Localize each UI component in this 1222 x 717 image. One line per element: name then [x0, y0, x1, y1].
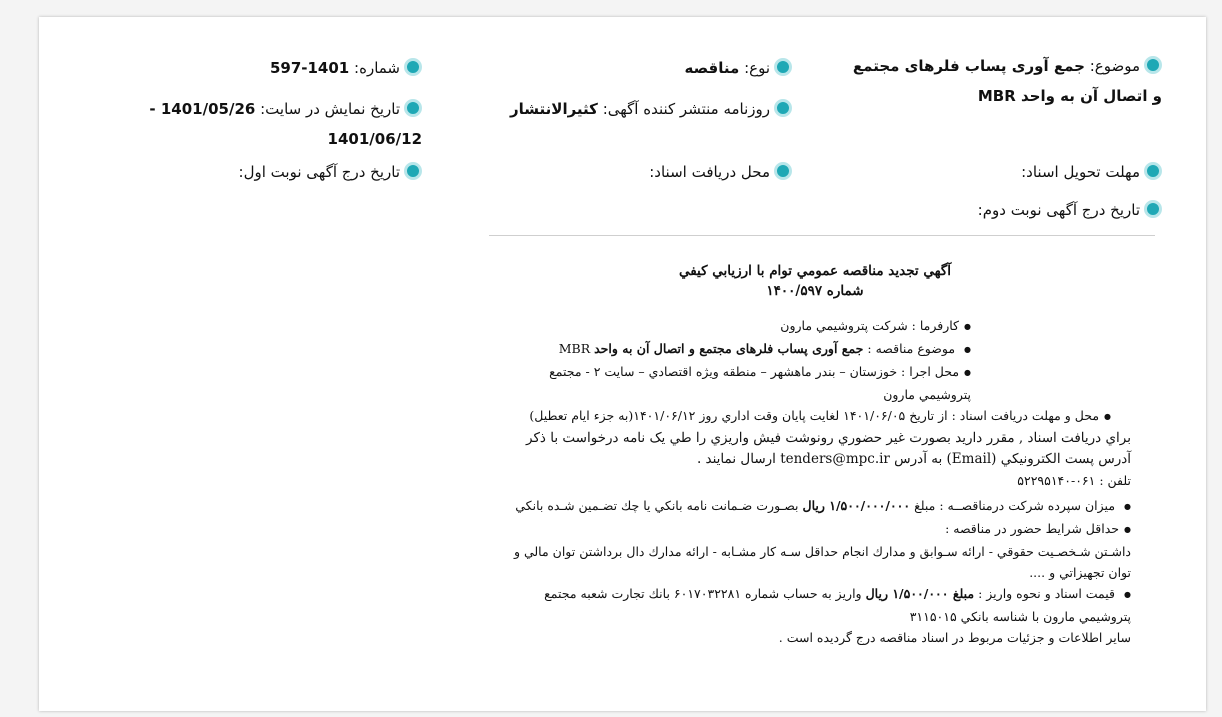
notice-price-amount: مبلغ ۱/۵۰۰/۰۰۰ ريال	[865, 586, 975, 601]
bullet-icon	[1144, 200, 1162, 218]
notice-conditions: داشـتن شـخصـيت حقوقي - ارائه سـوابق و مدارك انجام حداقل سـه كار مشـابه - ارائه مدارك دال برداشتن توان مالي و توان تجهيزاتي و ....	[513, 544, 1131, 580]
subject-field	[842, 51, 1162, 111]
notice-min-conditions: ● حداقل شرايط حضور در مناقصه :	[499, 518, 1131, 541]
display-date-label: تاریخ نمایش در سایت:	[260, 100, 400, 118]
notice-guarantee-prefix: ميزان سپرده شركت درمناقصــه : مبلغ	[914, 498, 1116, 513]
bullet-icon	[404, 99, 422, 117]
notice-location: ● محل اجرا : خوزستان – بندر ماهشهر – منطقه ويژه اقتصادي – سايت ۲ - مجتمع پتروشيمي مارون	[499, 361, 1131, 405]
second-ad-date-field	[842, 195, 1162, 225]
number-value: 1401-597	[269, 59, 350, 77]
receive-place-label: محل دریافت اسناد:	[649, 163, 770, 181]
subject-value: جمع آوری پساب فلرهای مجتمع و اتصال آن به واحد MBR	[852, 57, 1162, 105]
notice-subject	[499, 338, 1131, 361]
display-date-value: 1401/05/26 - 1401/06/12	[149, 100, 422, 148]
notice-guarantee	[499, 495, 1131, 518]
bullet-icon	[404, 162, 422, 180]
type-value: مناقصه	[684, 59, 740, 77]
notice-docs-request: براي دريافت اسناد , مقرر داريد بصورت غير حضوري رونوشت فيش واريزي را طي يک نامه درخواست با ذکر آدرس پست الکترونيکي (Email) به آدرس tenders@mpc.ir ارسال نمايند .	[526, 430, 1131, 467]
delivery-deadline-label: مهلت تحویل اسناد:	[1021, 163, 1140, 181]
first-ad-date-label: تاریخ درج آگهی نوبت اول:	[238, 163, 400, 181]
display-date-field	[147, 94, 422, 154]
receive-place-field	[492, 157, 792, 187]
notice-phone: تلفن : ۰۶۱-۵۲۲۹۵۱۴۰	[1017, 473, 1131, 488]
number-field	[122, 53, 422, 83]
type-field	[492, 53, 792, 83]
notice-price	[499, 583, 1131, 627]
bullet-icon	[774, 162, 792, 180]
newspaper-field	[452, 94, 792, 124]
type-label: نوع:	[744, 59, 770, 77]
tender-card	[39, 17, 1206, 711]
number-label: شماره:	[354, 59, 400, 77]
notice-price-prefix: قيمت اسناد و نحوه واريز :	[978, 586, 1116, 601]
bullet-icon	[1144, 56, 1162, 74]
first-ad-date-field	[122, 157, 422, 187]
notice-body	[499, 261, 1131, 648]
notice-guarantee-amount: ۱/۵۰۰/۰۰۰/۰۰۰ ريال	[802, 498, 911, 513]
notice-guarantee-suffix: بصـورت ضـمانت نامه بانكي يا چك تضـمين شـده بانكي	[515, 498, 799, 513]
bullet-icon	[774, 99, 792, 117]
divider	[489, 235, 1155, 236]
delivery-deadline-field	[842, 157, 1162, 187]
notice-price-suffix: واريز به حساب شماره ۶۰۱۷۰۳۲۲۸۱ بانك تجارت شعبه مجتمع پتروشيمي مارون با شناسه بانكي ۳۱۱۵۰۱۵	[544, 586, 1131, 624]
notice-docs-place: ● محل و مهلت دريافت اسناد : از تاريخ ۱۴۰۱/۰۶/۰۵ لغايت پايان وقت اداري روز ۱۴۰۱/۰۶/۱۲(به جزء ايام تعطيل)	[499, 405, 1131, 428]
second-ad-date-label: تاریخ درج آگهی نوبت دوم:	[977, 201, 1140, 219]
bullet-icon	[1144, 162, 1162, 180]
notice-title: آگهي تجديد مناقصه عمومي توام با ارزيابي كيفي	[678, 263, 952, 279]
notice-subject-label: موضوع مناقصه :	[867, 341, 956, 356]
notice-subject-value: جمع آوری پساب فلرهای مجتمع و اتصال آن به واحد	[594, 341, 864, 356]
subject-label: موضوع:	[1089, 57, 1140, 75]
notice-number: شماره ۱۴۰۰/۵۹۷	[766, 283, 864, 299]
notice-employer: ● كارفرما : شركت پتروشيمي مارون	[499, 315, 1131, 338]
newspaper-label: روزنامه منتشر کننده آگهی:	[602, 100, 770, 118]
bullet-icon	[404, 58, 422, 76]
newspaper-value: کثیرالانتشار	[510, 100, 598, 118]
notice-subject-tail: MBR	[558, 341, 591, 356]
notice-footer: ساير اطلاعات و جزئيات مربوط در اسناد مناقصه درج گرديده است .	[778, 630, 1131, 645]
bullet-icon	[774, 58, 792, 76]
